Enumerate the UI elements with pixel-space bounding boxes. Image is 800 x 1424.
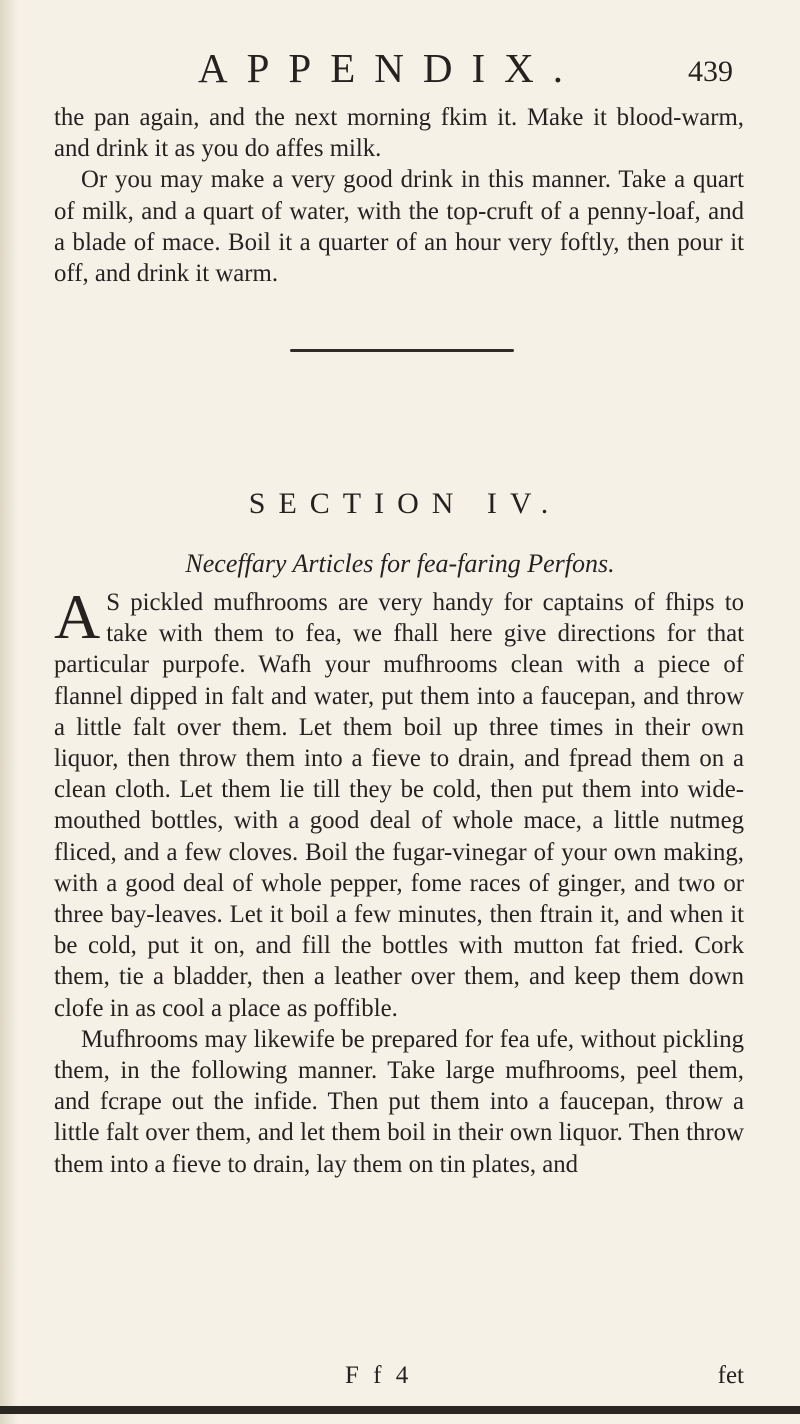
paragraph-pickled-mushrooms [54,581,744,1024]
paragraph-mushrooms-sea-use: Mufhrooms may likewife be prepared for fea ufe, without pickling them, in the following manner. Take large mufhrooms, peel them, and fcrape out the infide. Then put them into a faucepan, throw a little falt over them, and let them boil in their own liquor. Then throw them into a fieve to drain, lay them on tin plates, and [54,1025,744,1178]
drop-cap: A [54,581,101,652]
continued-recipe [54,102,744,289]
running-head: APPENDIX. [198,45,582,91]
signature-mark: F f 4 [345,1362,413,1389]
page-header [0,44,800,92]
paragraph-continued: the pan again, and the next morning fkim it. Make it blood-warm, and drink it as you do affes milk. [54,104,744,163]
page-footer [0,1359,800,1393]
section-subtitle: Neceffary Articles for fea-faring Perfons. [185,549,615,578]
page-number: 439 [688,55,733,88]
section-heading: SECTION IV. [248,487,562,520]
page-edge-shadow [0,0,18,1424]
section-body [54,581,744,1180]
catchword: fet [717,1362,744,1389]
paragraph-good-drink: Or you may make a very good drink in this manner. Take a quart of milk, and a quart of water, with the top-cruft of a penny-loaf, and a blade of mace. Boil it a quarter of an hour very foftly, then pour it off, and drink it warm. [54,166,744,288]
paragraph-pickled-mushrooms-text: S pickled mufhrooms are very handy for captains of fhips to take with them to fea, we fhall here give directions for that particular purpofe. Wafh your mufhrooms clean with a piece of flannel dipped in falt and water, put them into a faucepan, and throw a little falt over them. Let them boil up three times in their own liquor, then throw them into a fieve to drain, and fpread them on a clean cloth. Let them lie till they be cold, then put them into wide-mouthed bottles, with a good deal of whole mace, a little nutmeg fliced, and a few cloves. Boil the fugar-vinegar of your own making, with a good deal of whole pepper, fome races of ginger, and two or three bay-leaves. Let it boil a few minutes, then ftrain it, and when it be cold, put it on, and fill the bottles with mutton fat fried. Cork them, tie a bladder, then a leather over them, and keep them down clofe in as cool a place as poffible. [54,589,744,1022]
section-divider [290,349,514,352]
bottom-edge-rule [0,1406,800,1414]
